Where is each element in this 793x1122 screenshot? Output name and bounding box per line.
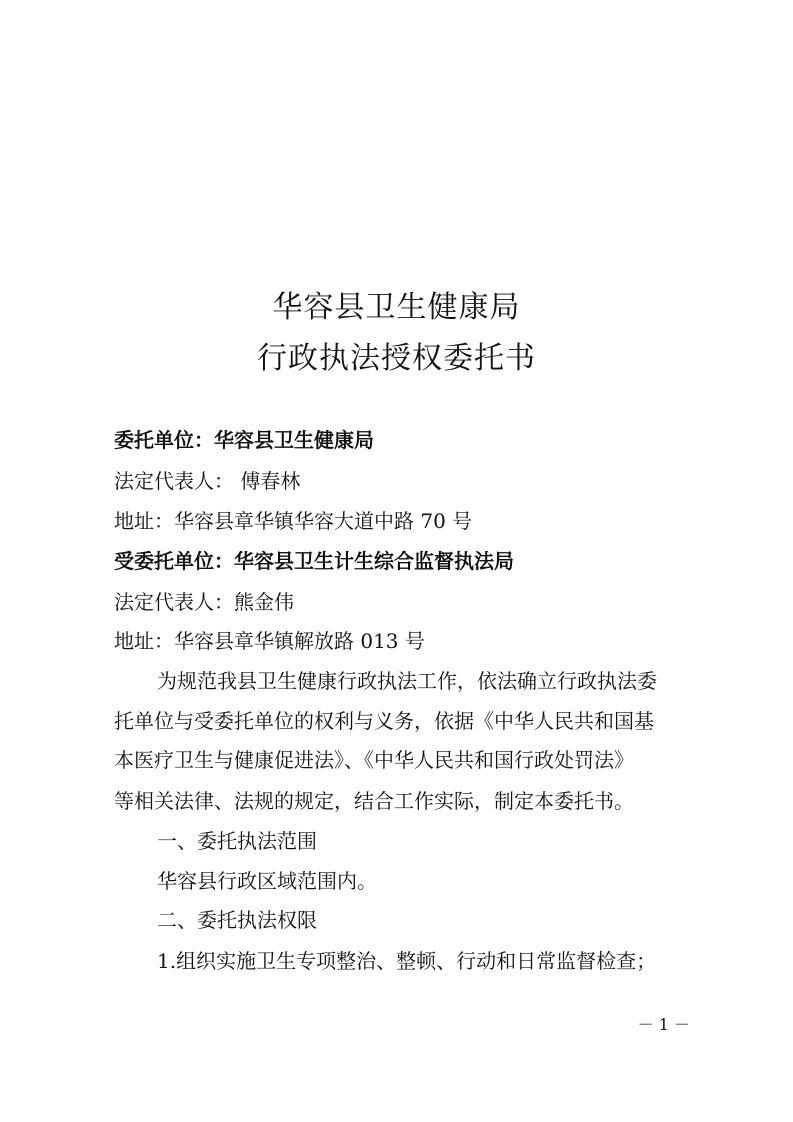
section1-heading: 一、委托执法范围: [157, 829, 317, 853]
section1-text: 华容县行政区域范围内。: [157, 869, 377, 893]
entrusted-unit: 受委托单位：华容县卫生计生综合监督执法局: [114, 549, 514, 573]
document-title-line1: 华容县卫生健康局: [272, 290, 521, 325]
entrusting-address: 地址：华容县章华镇华容大道中路 70 号: [114, 509, 473, 533]
entrusted-address: 地址：华容县章华镇解放路 013 号: [114, 629, 425, 653]
entrusting-unit: 委托单位：华容县卫生健康局: [114, 428, 374, 452]
entrusting-representative: 法定代表人： 傅春林: [114, 469, 301, 493]
section2-item: 1.组织实施卫生专项整治、整顿、行动和日常监督检查；: [157, 949, 657, 973]
intro-paragraph-line: 等相关法律、法规的规定，结合工作实际，制定本委托书。: [114, 789, 634, 813]
intro-paragraph-line: 本医疗卫生与健康促进法》、《中华人民共和国行政处罚法》: [114, 748, 634, 772]
entrusted-representative: 法定代表人：熊金伟: [114, 590, 294, 614]
section2-heading: 二、委托执法权限: [157, 908, 317, 932]
intro-paragraph-line: 为规范我县卫生健康行政执法工作，依法确立行政执法委: [157, 669, 657, 693]
intro-paragraph-line: 托单位与受委托单位的权利与义务，依据《中华人民共和国基: [114, 709, 654, 733]
document-title-line2: 行政执法授权委托书: [257, 341, 536, 376]
page-number: － 1 －: [637, 1015, 690, 1034]
